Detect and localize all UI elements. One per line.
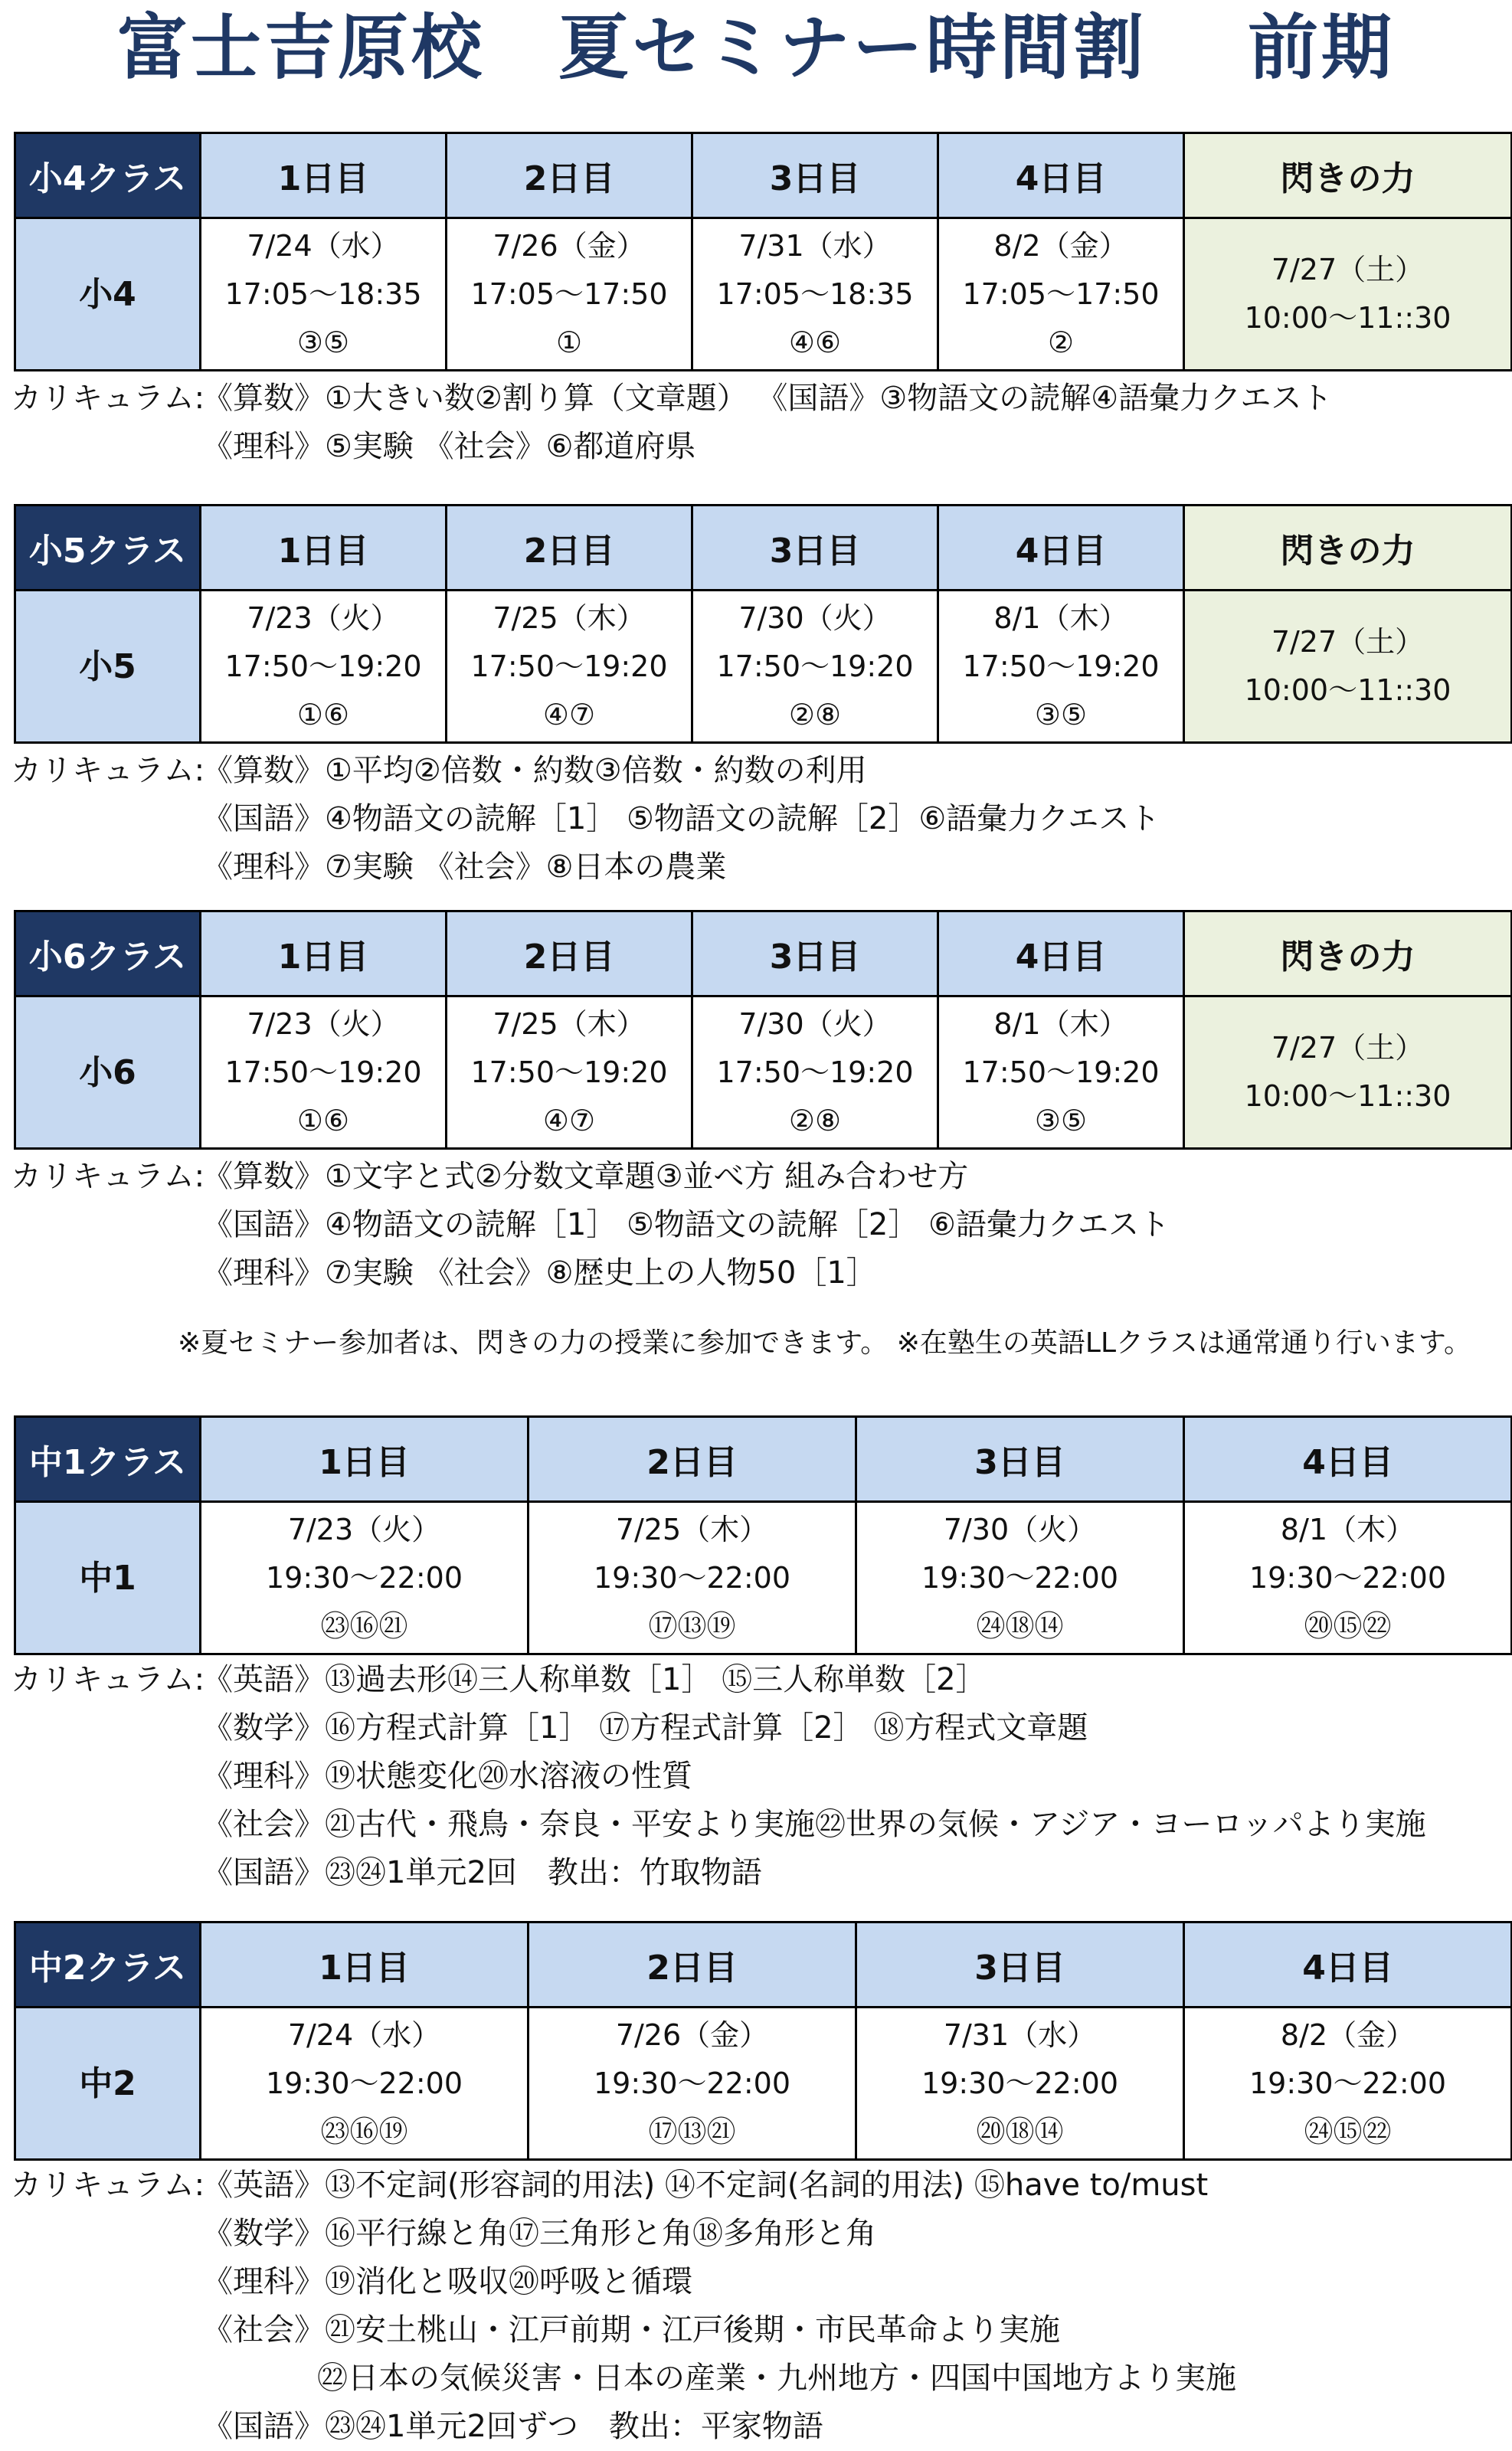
date-text: 7/23（火） xyxy=(287,1512,441,1546)
day-header: 1日目 xyxy=(201,1923,529,2008)
schedule-table-sho6 xyxy=(14,910,1512,1150)
time-text: 17:50〜19:20 xyxy=(470,1055,668,1089)
curriculum-line: 《算数》①大きい数②割り算（文章題） 《国語》③物語文の読解④語彙力クエスト xyxy=(202,381,1333,416)
class-row-label: 小4 xyxy=(15,218,201,371)
schedule-cell xyxy=(529,2008,856,2160)
schedule-cell xyxy=(201,591,447,743)
time-text: 17:50〜19:20 xyxy=(716,649,914,683)
schedule-cell xyxy=(201,1502,529,1654)
schedule-cell xyxy=(529,1502,856,1654)
units-text: ⑰⑬⑲ xyxy=(648,1608,736,1643)
day-header: 4日目 xyxy=(938,133,1184,218)
schedule-cell xyxy=(938,218,1184,371)
day-header: 1日目 xyxy=(201,506,447,591)
time-text: 19:30〜22:00 xyxy=(593,2066,791,2100)
schedule-cell xyxy=(856,2008,1184,2160)
schedule-cell xyxy=(856,1502,1184,1654)
date-text: 7/25（木） xyxy=(493,600,646,635)
table-row xyxy=(15,1502,1512,1654)
hirameki-cell xyxy=(1184,591,1512,743)
date-text: 7/30（火） xyxy=(738,600,892,635)
curriculum-block-chu1 xyxy=(11,1656,1426,1897)
date-text: 7/27（土） xyxy=(1271,1031,1425,1065)
table-row xyxy=(15,591,1512,743)
units-text: ④⑥ xyxy=(788,325,842,359)
time-text: 19:30〜22:00 xyxy=(1249,1560,1447,1595)
units-text: ① xyxy=(555,325,583,359)
schedule-cell xyxy=(447,996,692,1149)
schedule-cell xyxy=(447,218,692,371)
units-text: ⑰⑬㉑ xyxy=(648,2114,736,2148)
date-text: 8/2（金） xyxy=(1280,2017,1415,2052)
units-text: ㉔⑱⑭ xyxy=(976,1608,1064,1643)
schedule-cell xyxy=(938,996,1184,1149)
day-header: 3日目 xyxy=(692,911,938,996)
curriculum-line: ㉒日本の気候災害・日本の産業・九州地方・四国中国地方より実施 xyxy=(317,2361,1236,2396)
schedule-cell xyxy=(201,218,447,371)
schedule-cell xyxy=(1184,1502,1512,1654)
date-text: 7/25（木） xyxy=(493,1006,646,1041)
day-header: 4日目 xyxy=(1184,1923,1512,2008)
date-text: 7/30（火） xyxy=(738,1006,892,1041)
time-text: 10:00〜11::30 xyxy=(1244,673,1451,707)
time-text: 17:50〜19:20 xyxy=(962,649,1160,683)
curriculum-line: 《理科》⑲状態変化⑳水溶液の性質 xyxy=(202,1759,692,1794)
date-text: 7/26（金） xyxy=(493,228,646,263)
units-text: ①⑥ xyxy=(296,1103,350,1137)
curriculum-line: 《国語》④物語文の読解［1］ ⑤物語文の読解［2］ ⑥語彙力クエスト xyxy=(202,1207,1170,1242)
time-text: 19:30〜22:00 xyxy=(265,2066,463,2100)
day-header: 1日目 xyxy=(201,911,447,996)
date-text: 8/1（木） xyxy=(993,600,1128,635)
curriculum-line: 《国語》㉓㉔1単元2回 教出：竹取物語 xyxy=(202,1855,762,1890)
class-header-label: 小6クラス xyxy=(15,911,201,996)
class-header-label: 中2クラス xyxy=(15,1923,201,2008)
day-header: 4日目 xyxy=(938,911,1184,996)
curriculum-line: 《数学》⑯平行線と角⑰三角形と角⑱多角形と角 xyxy=(202,2216,876,2251)
curriculum-label: カリキュラム: xyxy=(11,1662,205,1697)
date-text: 7/23（火） xyxy=(247,600,400,635)
date-text: 7/24（水） xyxy=(247,228,400,263)
time-text: 10:00〜11::30 xyxy=(1244,301,1451,335)
schedule-cell xyxy=(1184,2008,1512,2160)
curriculum-line: 《理科》⑦実験 《社会》⑧日本の農業 xyxy=(202,849,727,885)
units-text: ③⑤ xyxy=(296,325,350,359)
units-text: ②⑧ xyxy=(788,697,842,731)
schedule-cell xyxy=(692,218,938,371)
date-text: 7/27（土） xyxy=(1271,625,1425,659)
notice-text: ※夏セミナー参加者は、閃きの力の授業に参加できます。 ※在塾生の英語LLクラスは通常通り行います。 xyxy=(178,1327,1472,1359)
units-text: ㉔⑮㉒ xyxy=(1304,2114,1392,2148)
units-text: ①⑥ xyxy=(296,697,350,731)
curriculum-line: 《数学》⑯方程式計算［1］ ⑰方程式計算［2］ ⑱方程式文章題 xyxy=(202,1710,1088,1746)
table-row xyxy=(15,218,1512,371)
date-text: 7/31（水） xyxy=(943,2017,1097,2052)
schedule-cell xyxy=(692,591,938,743)
units-text: ⑳⑮㉒ xyxy=(1304,1608,1392,1643)
date-text: 7/25（木） xyxy=(615,1512,769,1546)
day-header: 3日目 xyxy=(856,1923,1184,2008)
schedule-table-sho5 xyxy=(14,504,1512,744)
curriculum-label: カリキュラム: xyxy=(11,381,205,416)
units-text: ㉓⑯㉑ xyxy=(320,1608,408,1643)
units-text: ④⑦ xyxy=(542,697,596,731)
curriculum-label: カリキュラム: xyxy=(11,1159,205,1194)
units-text: ㉓⑯⑲ xyxy=(320,2114,408,2148)
class-header-label: 小4クラス xyxy=(15,133,201,218)
date-text: 7/30（火） xyxy=(943,1512,1097,1546)
time-text: 17:05〜17:50 xyxy=(470,277,668,311)
day-header: 2日目 xyxy=(529,1923,856,2008)
table-header-row xyxy=(15,911,1512,996)
day-header: 3日目 xyxy=(692,506,938,591)
date-text: 7/31（水） xyxy=(738,228,892,263)
day-header: 4日目 xyxy=(938,506,1184,591)
date-text: 7/23（火） xyxy=(247,1006,400,1041)
curriculum-line: 《理科》⑤実験 《社会》⑥都道府県 xyxy=(202,429,696,464)
day-header: 3日目 xyxy=(856,1417,1184,1502)
curriculum-line: 《英語》⑬不定詞(形容詞的用法) ⑭不定詞(名詞的用法) ⑮have to/must xyxy=(202,2168,1209,2203)
schedule-table-chu2 xyxy=(14,1921,1512,2161)
date-text: 8/1（木） xyxy=(1280,1512,1415,1546)
curriculum-block-sho5 xyxy=(11,747,1160,892)
time-text: 17:50〜19:20 xyxy=(224,649,422,683)
schedule-cell xyxy=(201,996,447,1149)
curriculum-line: 《国語》㉓㉔1単元2回ずつ 教出：平家物語 xyxy=(202,2409,823,2444)
day-header: 1日目 xyxy=(201,133,447,218)
curriculum-block-sho6 xyxy=(11,1153,1170,1297)
units-text: ③⑤ xyxy=(1034,697,1088,731)
class-header-label: 小5クラス xyxy=(15,506,201,591)
curriculum-label: カリキュラム: xyxy=(11,753,205,788)
class-row-label: 中2 xyxy=(15,2008,201,2160)
date-text: 7/27（土） xyxy=(1271,253,1425,286)
table-header-row xyxy=(15,506,1512,591)
curriculum-block-sho4 xyxy=(11,375,1332,471)
schedule-cell xyxy=(938,591,1184,743)
page-title: 富士吉原校 夏セミナー時間割 前期 xyxy=(116,7,1396,89)
time-text: 19:30〜22:00 xyxy=(921,2066,1119,2100)
day-header: 2日目 xyxy=(447,506,692,591)
curriculum-line: 《社会》㉑安土桃山・江戸前期・江戸後期・市民革命より実施 xyxy=(202,2312,1060,2348)
table-header-row xyxy=(15,1923,1512,2008)
hirameki-cell xyxy=(1184,218,1512,371)
curriculum-line: 《理科》⑦実験 《社会》⑧歴史上の人物50［1］ xyxy=(202,1255,877,1291)
day-header: 3日目 xyxy=(692,133,938,218)
time-text: 17:50〜19:20 xyxy=(716,1055,914,1089)
time-text: 10:00〜11::30 xyxy=(1244,1079,1451,1113)
time-text: 19:30〜22:00 xyxy=(1249,2066,1447,2100)
time-text: 19:30〜22:00 xyxy=(593,1560,791,1595)
units-text: ③⑤ xyxy=(1034,1103,1088,1137)
curriculum-block-chu2 xyxy=(11,2161,1236,2451)
curriculum-line: 《理科》⑲消化と吸収⑳呼吸と循環 xyxy=(202,2264,692,2299)
class-row-label: 小6 xyxy=(15,996,201,1149)
class-row-label: 小5 xyxy=(15,591,201,743)
schedule-cell xyxy=(201,2008,529,2160)
day-header: 2日目 xyxy=(447,133,692,218)
hirameki-header: 閃きの力 xyxy=(1184,911,1512,996)
time-text: 19:30〜22:00 xyxy=(921,1560,1119,1595)
hirameki-header: 閃きの力 xyxy=(1184,506,1512,591)
schedule-cell xyxy=(447,591,692,743)
time-text: 19:30〜22:00 xyxy=(265,1560,463,1595)
table-row xyxy=(15,2008,1512,2160)
time-text: 17:50〜19:20 xyxy=(962,1055,1160,1089)
hirameki-header: 閃きの力 xyxy=(1184,133,1512,218)
curriculum-label: カリキュラム: xyxy=(11,2168,205,2203)
time-text: 17:05〜18:35 xyxy=(224,277,422,311)
day-header: 2日目 xyxy=(447,911,692,996)
curriculum-line: 《算数》①平均②倍数・約数③倍数・約数の利用 xyxy=(202,753,867,788)
units-text: ⑳⑱⑭ xyxy=(976,2114,1064,2148)
curriculum-line: 《英語》⑬過去形⑭三人称単数［1］ ⑮三人称単数［2］ xyxy=(202,1662,987,1697)
schedule-table-sho4 xyxy=(14,132,1512,371)
schedule-table-chu1 xyxy=(14,1415,1512,1655)
time-text: 17:05〜17:50 xyxy=(962,277,1160,311)
day-header: 4日目 xyxy=(1184,1417,1512,1502)
day-header: 2日目 xyxy=(529,1417,856,1502)
table-header-row xyxy=(15,133,1512,218)
time-text: 17:50〜19:20 xyxy=(470,649,668,683)
hirameki-cell xyxy=(1184,996,1512,1149)
class-header-label: 中1クラス xyxy=(15,1417,201,1502)
curriculum-line: 《社会》㉑古代・飛鳥・奈良・平安より実施㉒世界の気候・アジア・ヨーロッパより実施 xyxy=(202,1807,1426,1842)
table-header-row xyxy=(15,1417,1512,1502)
class-row-label: 中1 xyxy=(15,1502,201,1654)
units-text: ②⑧ xyxy=(788,1103,842,1137)
date-text: 7/26（金） xyxy=(615,2017,769,2052)
date-text: 7/24（水） xyxy=(287,2017,441,2052)
table-row xyxy=(15,996,1512,1149)
curriculum-line: 《国語》④物語文の読解［1］ ⑤物語文の読解［2］⑥語彙力クエスト xyxy=(202,801,1160,836)
units-text: ④⑦ xyxy=(542,1103,596,1137)
schedule-cell xyxy=(692,996,938,1149)
date-text: 8/2（金） xyxy=(993,228,1128,263)
time-text: 17:50〜19:20 xyxy=(224,1055,422,1089)
curriculum-line: 《算数》①文字と式②分数文章題③並べ方 組み合わせ方 xyxy=(202,1159,969,1194)
date-text: 8/1（木） xyxy=(993,1006,1128,1041)
units-text: ② xyxy=(1047,325,1075,359)
time-text: 17:05〜18:35 xyxy=(716,277,914,311)
day-header: 1日目 xyxy=(201,1417,529,1502)
